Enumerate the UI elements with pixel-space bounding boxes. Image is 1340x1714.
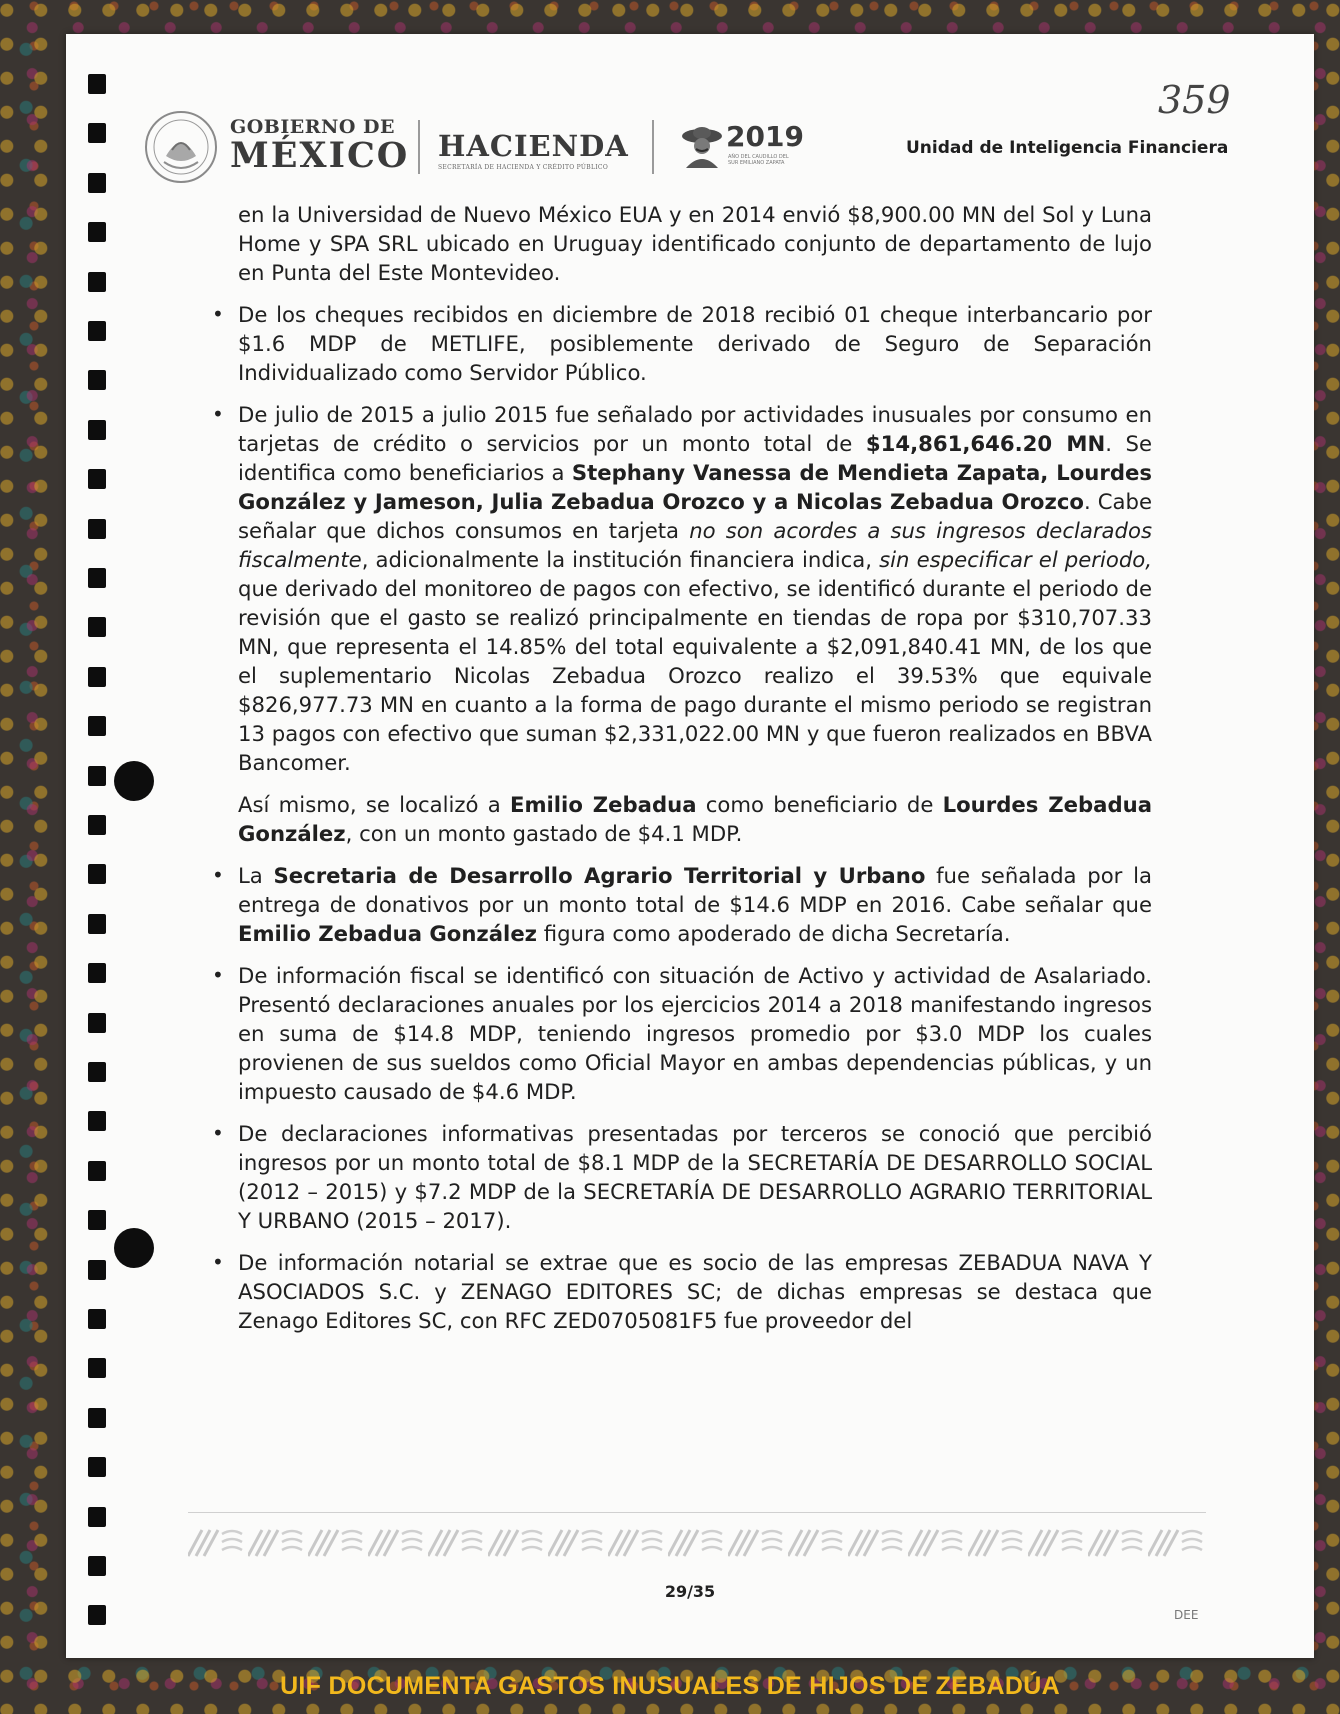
binder-hole xyxy=(88,1210,106,1230)
binder-hole xyxy=(88,963,106,983)
binder-hole xyxy=(88,1556,106,1576)
binder-hole xyxy=(88,815,106,835)
bullet: • xyxy=(212,302,224,326)
logo-divider xyxy=(652,120,654,174)
text-run: La xyxy=(238,863,274,888)
initials: DEE xyxy=(1174,1608,1199,1622)
list-item xyxy=(212,400,1152,777)
binder-hole xyxy=(88,1309,106,1329)
italic-phrase: no son acordes a sus ingresos declarados fiscalmente xyxy=(238,518,1152,572)
bullet: • xyxy=(212,402,224,426)
binder-hole xyxy=(88,667,106,687)
name-highlight: Lourdes Zebadua González xyxy=(238,792,1153,846)
binder-hole xyxy=(88,1457,106,1477)
list-item xyxy=(212,1119,1152,1235)
binder-hole xyxy=(88,864,106,884)
binder-hole xyxy=(88,1111,106,1131)
text-run: , con un monto gastado de $4.1 MDP. xyxy=(345,821,743,846)
logo-divider xyxy=(418,120,420,174)
document-body xyxy=(212,200,1153,1348)
list-item-text: De los cheques recibidos en diciembre de 2018 recibió 01 cheque interbancario por $1.6 MDP de METLIFE, posiblemente derivado de Seguro de Separación Individualizado como Servidor Público. xyxy=(238,302,1152,385)
institution-highlight: Secretaria de Desarrollo Agrario Territorial y Urbano xyxy=(273,863,926,888)
hacienda-name: HACIENDA xyxy=(438,129,629,163)
binder-hole xyxy=(88,766,106,786)
national-seal-icon xyxy=(144,110,218,184)
unit-name: Unidad de Inteligencia Financiera xyxy=(906,138,1229,158)
binder-holes xyxy=(88,74,108,1654)
text-run: Así mismo, se localizó a xyxy=(238,792,510,817)
binder-hole xyxy=(88,272,106,292)
text-run: , adicionalmente la institución financiera indica, xyxy=(361,547,880,572)
amount-highlight: $14,861,646.20 MN xyxy=(865,431,1106,456)
binder-hole xyxy=(88,1507,106,1527)
gobierno-line1: GOBIERNO DE xyxy=(230,116,395,138)
binder-hole xyxy=(88,519,106,539)
binder-hole xyxy=(88,222,106,242)
text-run: . Cabe señalar que dichos consumos en tarjeta xyxy=(238,489,1152,543)
binder-hole xyxy=(88,321,106,341)
binder-hole xyxy=(88,914,106,934)
binder-hole xyxy=(88,123,106,143)
punch-hole xyxy=(114,761,154,801)
binder-hole xyxy=(88,74,106,94)
beneficiaries-highlight: Stephany Vanessa de Mendieta Zapata, Lourdes González y Jameson, Julia Zebadua Orozco y a Nicolas Zebadua Orozco xyxy=(238,460,1152,514)
hacienda-subtitle: SECRETARÍA DE HACIENDA Y CRÉDITO PÚBLICO xyxy=(438,164,609,171)
list-item-text: De declaraciones informativas presentadas por terceros se conoció que percibió ingresos por un monto total de $8.1 MDP de la SECRETARÍA DE DESARROLLO SOCIAL (2012 – 2015) y $7.2 MDP de la SECRETARÍA DE DESARROLLO AGRARIO TERRITORIAL Y URBANO (2015 – 2017). xyxy=(238,1121,1152,1233)
binder-hole xyxy=(88,420,106,440)
list-item xyxy=(212,961,1152,1106)
binder-hole xyxy=(88,1161,106,1181)
bullet: • xyxy=(212,963,224,987)
document-page xyxy=(66,34,1314,1658)
text-run: . Se identifica como beneficiarios a xyxy=(238,431,1152,485)
year-logo: 2019 xyxy=(726,120,804,153)
binder-hole xyxy=(88,568,106,588)
binder-hole xyxy=(88,1260,106,1280)
italic-phrase: sin especificar el periodo, xyxy=(879,547,1152,572)
binder-hole xyxy=(88,173,106,193)
text-run: De julio de 2015 a julio 2015 fue señalado por actividades inusuales por consumo en tarjetas de crédito o servicios por un monto total de xyxy=(238,402,1152,456)
paragraph: en la Universidad de Nuevo México EUA y en 2014 envió $8,900.00 MN del Sol y Luna Home y SPA SRL ubicado en Uruguay identificado conjunto de departamento de lujo en Punta del Este Montevideo. xyxy=(238,202,1152,285)
name-highlight: Emilio Zebadua xyxy=(509,792,697,817)
footer-rule xyxy=(188,1512,1206,1513)
binder-hole xyxy=(88,1605,106,1625)
list-item-text: De información fiscal se identificó con situación de Activo y actividad de Asalariado. Presentó declaraciones anuales por los ejercicios 2014 a 2018 manifestando ingresos en suma de $14.8 MDP, teniendo ingresos promedio por $3.0 MDP los cuales provienen de sus sueldos como Oficial Mayor en ambas dependencias públicas, y un impuesto causado de $4.6 MDP. xyxy=(238,963,1152,1104)
bullet: • xyxy=(212,1250,224,1274)
list-item xyxy=(212,1248,1152,1335)
bullet: • xyxy=(212,1121,224,1145)
decorative-footer-band xyxy=(188,1526,1206,1560)
image-caption: UIF DOCUMENTA GASTOS INUSUALES DE HIJOS DE ZEBADÚA xyxy=(280,1672,1060,1700)
punch-hole xyxy=(114,1228,154,1268)
binder-hole xyxy=(88,370,106,390)
text-run: como beneficiario de xyxy=(696,792,943,817)
binder-hole xyxy=(88,716,106,736)
handwritten-page-number: 359 xyxy=(1158,78,1231,122)
text-run: figura como apoderado de dicha Secretaría. xyxy=(537,921,1011,946)
hacienda-logo xyxy=(438,130,629,171)
text-run: que derivado del monitoreo de pagos con efectivo, se identificó durante el periodo de revisión que el gasto se realizó principalmente en tiendas de ropa por $310,707.33 MN, que representa el 14.85% del total equivalente a $2,091,840.41 MN, de los que el suplementario Nicolas Zebadua Orozco realizo el 39.53% que equivale $826,977.73 MN en cuanto a la forma de pago durante el mismo periodo se registran 13 pagos con efectivo que suman $2,331,022.00 MN y que fueron realizados en BBVA Bancomer. xyxy=(238,576,1152,775)
gobierno-line2: MÉXICO xyxy=(230,135,410,176)
binder-hole xyxy=(88,1013,106,1033)
bullet: • xyxy=(212,863,224,887)
page-number: 29/35 xyxy=(664,1582,716,1601)
binder-hole xyxy=(88,617,106,637)
text-run: fue señalada por la entrega de donativos por un monto total de $14.6 MDP en 2016. Cabe señalar que xyxy=(238,863,1152,917)
list-item-text: De información notarial se extrae que es socio de las empresas ZEBADUA NAVA Y ASOCIADOS S.C. y ZENAGO EDITORES SC; de dichas empresas se destaca que Zenago Editores SC, con RFC ZED0705081F5 fue proveedor del xyxy=(238,1250,1152,1333)
year-logo-subtitle: AÑO DEL CAUDILLO DEL SUR EMILIANO ZAPATA xyxy=(728,154,789,166)
paragraph xyxy=(238,790,1152,848)
list-item xyxy=(212,861,1152,948)
gobierno-logo xyxy=(230,116,409,174)
binder-hole xyxy=(88,1358,106,1378)
zapata-portrait-icon xyxy=(680,124,724,168)
binder-hole xyxy=(88,469,106,489)
name-highlight: Emilio Zebadua González xyxy=(238,921,538,946)
list-item xyxy=(212,300,1152,387)
binder-hole xyxy=(88,1408,106,1428)
binder-hole xyxy=(88,1062,106,1082)
